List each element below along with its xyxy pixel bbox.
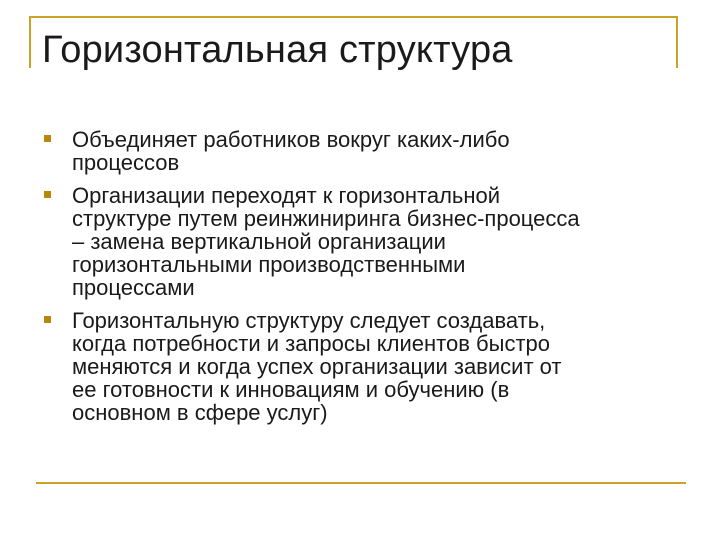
square-bullet-icon <box>44 191 51 198</box>
frame-right-line <box>676 16 678 68</box>
bullet-item <box>44 128 684 174</box>
bullet-list <box>44 128 684 424</box>
bullet-line: меняются и когда успех организации зависит от <box>72 354 562 379</box>
bullet-line: процессами <box>72 275 195 300</box>
bullet-line: горизонтальными производственными <box>72 252 466 277</box>
bullet-line: Горизонтальную структуру следует создавать, <box>72 308 546 333</box>
bullet-line: процессов <box>72 150 180 175</box>
slide-title: Горизонтальная структура <box>42 29 513 71</box>
bullet-line: – замена вертикальной организации <box>72 229 446 254</box>
bullet-line: ее готовности к инновациям и обучению (в <box>72 377 510 402</box>
bullet-line: Организации переходят к горизонтальной <box>72 183 501 208</box>
square-bullet-icon <box>44 135 51 142</box>
bullet-line: когда потребности и запросы клиентов быстро <box>72 331 550 356</box>
square-bullet-icon <box>44 316 51 323</box>
bullet-item <box>44 309 684 424</box>
bullet-line: основном в сфере услуг) <box>72 400 328 425</box>
frame-top-line <box>29 16 678 18</box>
bullet-item <box>44 184 684 299</box>
bullet-line: Объединяет работников вокруг каких-либо <box>72 127 510 152</box>
frame-bottom-line <box>36 482 686 484</box>
bullet-line: структуре путем реинжиниринга бизнес-процесса <box>72 206 580 231</box>
frame-left-line <box>29 16 31 68</box>
